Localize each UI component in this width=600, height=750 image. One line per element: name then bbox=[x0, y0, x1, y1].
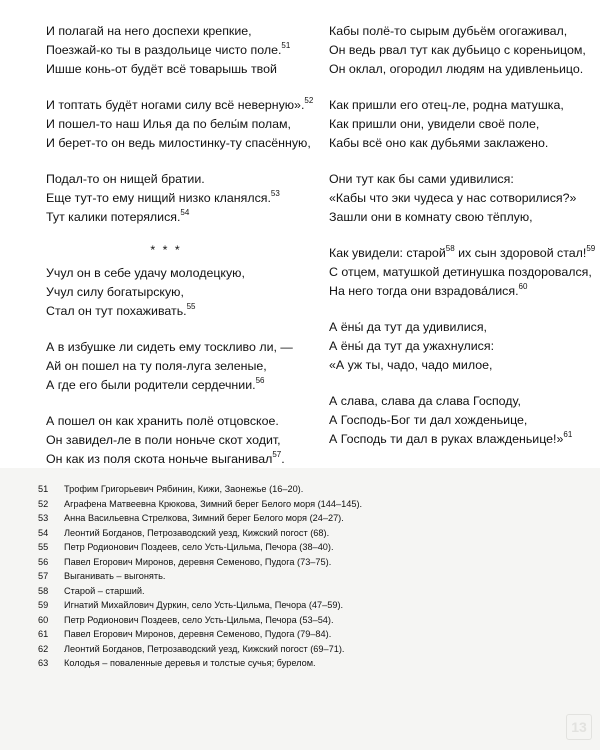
verse-line bbox=[46, 41, 308, 60]
verse-text: Еще тут-то ему нищий низко кланялся. bbox=[46, 191, 271, 205]
verse-line bbox=[46, 376, 308, 395]
footnote-text: Аграфена Матвеевна Крюкова, Зимний берег Белого моря (144–145). bbox=[64, 498, 363, 509]
footnote-text: Леонтий Богданов, Петрозаводский уезд, Кижский погост (68). bbox=[64, 527, 330, 538]
footnote-text: Павел Егорович Миронов, деревня Семеново, Пудога (73–75). bbox=[64, 556, 332, 567]
verse-text: А ёны́ да тут да ужахнулися: bbox=[329, 339, 495, 353]
verse-line bbox=[329, 392, 591, 411]
verse-text: А где его были родители сердечнии. bbox=[46, 378, 256, 392]
footnote-text: Трофим Григорьевич Рябинин, Кижи, Заонежье (16–20). bbox=[64, 484, 304, 494]
footnotes-list bbox=[38, 482, 558, 671]
footnote-text: Старой – старший. bbox=[64, 585, 145, 596]
stanza-gap bbox=[329, 301, 591, 318]
footnote-ref: 59 bbox=[586, 244, 596, 253]
verse-line bbox=[46, 450, 308, 469]
footnote-item bbox=[38, 613, 558, 628]
stanza-gap bbox=[46, 321, 308, 338]
verse-text: И берет-то он ведь милостинку-ту спасённую, bbox=[46, 136, 311, 150]
footnote-text: Павел Егорович Миронов, деревня Семеново, Пудога (79–84). bbox=[64, 629, 332, 639]
footnote-item bbox=[38, 627, 558, 642]
verse-text: Он ведь рвал тут как дубьицо с кореньицом, bbox=[329, 43, 586, 57]
footnote-text: Анна Васильевна Стрелкова, Зимний берег Белого моря (24–27). bbox=[64, 513, 344, 523]
footnote-item bbox=[38, 540, 558, 555]
verse-line bbox=[329, 411, 591, 430]
footnote-ref: 61 bbox=[563, 430, 573, 439]
footnote-number: 61 bbox=[38, 629, 49, 639]
verse-text: Учул силу богатырскую, bbox=[46, 285, 184, 299]
verse-text: Он завидел-ле в поли ноньче скот ходит, bbox=[46, 433, 281, 447]
verse-line bbox=[46, 302, 308, 321]
footnote-number: 59 bbox=[38, 600, 49, 610]
verse-text: А ёны́ да тут да удивилися, bbox=[329, 320, 487, 334]
footnote-item bbox=[38, 526, 558, 541]
verse-text: Ай он пошел на ту поля-луга зеленые, bbox=[46, 359, 267, 373]
verse-text: «Кабы что эки чудеса у нас сотворилися?» bbox=[329, 191, 577, 205]
verse-text: И топтать будёт ногами силу всё неверную». bbox=[46, 98, 305, 112]
stanza-gap bbox=[46, 79, 308, 96]
footnote-ref: 56 bbox=[255, 376, 265, 385]
verse-text: Как пришли его отец-ле, родна матушка, bbox=[329, 98, 564, 112]
verse-line bbox=[46, 170, 308, 189]
footnote-ref: 58 bbox=[445, 244, 455, 253]
verse-text: А пошел он как хранить полё отцовское. bbox=[46, 414, 279, 428]
verse-text: Стал он тут похаживать. bbox=[46, 304, 187, 318]
footnote-number: 63 bbox=[38, 658, 49, 668]
verse-text: А слава, слава да слава Господу, bbox=[329, 394, 521, 408]
verse-line bbox=[46, 208, 308, 227]
verse-line bbox=[46, 96, 314, 115]
verse-punct: . bbox=[281, 452, 285, 466]
verse-line bbox=[46, 264, 308, 283]
footnote-text: Игнатий Михайлович Дуркин, село Усть-Цильма, Печора (47–59). bbox=[64, 600, 344, 610]
stanza-gap bbox=[46, 153, 308, 170]
verse-line bbox=[46, 134, 311, 153]
stanza-gap bbox=[329, 79, 591, 96]
verse-text: Как увидели: старой bbox=[329, 246, 446, 260]
verse-text: Ишше конь-от будёт всё товарышь твой bbox=[46, 62, 277, 76]
footnote-number: 52 bbox=[38, 498, 49, 509]
verse-text: Как пришли они, увидели своё поле, bbox=[329, 117, 540, 131]
footnote-item bbox=[38, 642, 558, 657]
verse-text: А Господь-Бог ти дал хожденьице, bbox=[329, 413, 528, 427]
verse-text: Тут калики потерялися. bbox=[46, 210, 181, 224]
verse-text: «А уж ты, чадо, чадо милое, bbox=[329, 358, 493, 372]
footnote-item bbox=[38, 555, 558, 570]
verse-line bbox=[329, 96, 591, 115]
verse-line bbox=[329, 60, 591, 79]
verse-line bbox=[329, 282, 591, 301]
footnote-number: 53 bbox=[38, 513, 49, 523]
verse-text: Он как из поля скота ноньче выганивал bbox=[46, 452, 273, 466]
verse-text: Подал-то он нищей братии. bbox=[46, 172, 205, 186]
verse-text: Зашли они в комнату свою тёплую, bbox=[329, 210, 533, 224]
verse-text: С отцем, матушкой детинушка поздоровался, bbox=[329, 265, 592, 279]
footnote-item bbox=[38, 598, 558, 613]
footnote-item bbox=[38, 482, 558, 497]
verse-line bbox=[329, 318, 591, 337]
verse-text: И пошел-то наш Илья да по белы́м полам, bbox=[46, 117, 292, 131]
footnote-ref: 54 bbox=[180, 208, 190, 217]
verse-line bbox=[329, 337, 591, 356]
stanza-gap bbox=[329, 375, 591, 392]
verse-line bbox=[329, 263, 591, 282]
verse-text: Кабы полё-то сырым дубьём огогаживал, bbox=[329, 24, 568, 38]
verse-line bbox=[329, 244, 596, 263]
footnote-text: Выганивать – выгонять. bbox=[64, 571, 166, 581]
verse-line bbox=[329, 170, 591, 189]
footnote-text: Леонтий Богданов, Петрозаводский уезд, Кижский погост (69–71). bbox=[64, 643, 345, 654]
footnote-number: 54 bbox=[38, 527, 49, 538]
verse-line bbox=[329, 134, 591, 153]
footnote-text: Петр Родионович Поздеев, село Усть-Цильма, Печора (53–54). bbox=[64, 614, 334, 625]
verse-line bbox=[329, 22, 591, 41]
footnote-item bbox=[38, 569, 558, 584]
verse-text: Поезжай-ко ты в раздольице чисто поле. bbox=[46, 43, 282, 57]
page-number: 13 bbox=[566, 714, 592, 740]
verse-line bbox=[46, 283, 308, 302]
stanza-gap bbox=[329, 227, 591, 244]
verse-line bbox=[46, 60, 308, 79]
verse-text: Учул он в себе удачу молодецкую, bbox=[46, 266, 245, 280]
verse-text: А Господь ти дал в руках влажденьице!» bbox=[329, 432, 564, 446]
stanza-gap bbox=[329, 153, 591, 170]
footnote-item bbox=[38, 656, 558, 671]
footnote-item bbox=[38, 497, 558, 512]
verse-line bbox=[46, 115, 308, 134]
stanza-gap bbox=[46, 395, 308, 412]
verse-line bbox=[46, 431, 308, 450]
verse-line bbox=[329, 115, 591, 134]
verse-text: А в избушке ли сидеть ему тоскливо ли, — bbox=[46, 340, 293, 354]
verse-line bbox=[46, 338, 308, 357]
verse-line bbox=[329, 189, 591, 208]
footnote-ref: 52 bbox=[304, 96, 314, 105]
verse-text: Они тут как бы сами удивилися: bbox=[329, 172, 514, 186]
footnote-item bbox=[38, 511, 558, 526]
verse-text: их сын здоровой стал! bbox=[454, 246, 587, 260]
verse-line bbox=[46, 357, 308, 376]
verse-line bbox=[329, 356, 591, 375]
verse-line bbox=[46, 22, 308, 41]
verse-text: И полагай на него доспехи крепкие, bbox=[46, 24, 252, 38]
footnote-item bbox=[38, 584, 558, 599]
footnote-number: 60 bbox=[38, 614, 49, 625]
footnote-text: Петр Родионович Поздеев, село Усть-Цильма, Печора (38–40). bbox=[64, 542, 334, 552]
section-divider: * * * bbox=[150, 243, 182, 257]
verse-text: Он оклал, огородил людям на удивленьицо. bbox=[329, 62, 584, 76]
verse-text: Кабы всё оно как дубьями заклажено. bbox=[329, 136, 549, 150]
footnote-number: 58 bbox=[38, 585, 49, 596]
footnote-ref: 53 bbox=[270, 189, 280, 198]
verse-text: На него тогда они взрадова́лися. bbox=[329, 284, 519, 298]
footnote-ref: 51 bbox=[281, 41, 291, 50]
poem-column-right bbox=[329, 22, 596, 523]
footnote-text: Колодья – поваленные деревья и толстые сучья; бурелом. bbox=[64, 658, 316, 668]
footnote-ref: 55 bbox=[186, 302, 196, 311]
verse-line bbox=[329, 208, 591, 227]
verse-line bbox=[46, 412, 308, 431]
stanza-gap bbox=[329, 449, 591, 466]
footnote-number: 57 bbox=[38, 571, 49, 581]
footnote-number: 55 bbox=[38, 542, 49, 552]
poem-column-left bbox=[46, 22, 314, 469]
footnote-number: 62 bbox=[38, 643, 49, 654]
footnote-ref: 60 bbox=[518, 282, 528, 291]
verse-line bbox=[329, 41, 591, 60]
footnote-ref: 57 bbox=[272, 450, 282, 459]
verse-line bbox=[46, 189, 308, 208]
footnote-number: 56 bbox=[38, 556, 49, 567]
footnote-number: 51 bbox=[38, 484, 49, 494]
verse-line bbox=[329, 430, 591, 449]
